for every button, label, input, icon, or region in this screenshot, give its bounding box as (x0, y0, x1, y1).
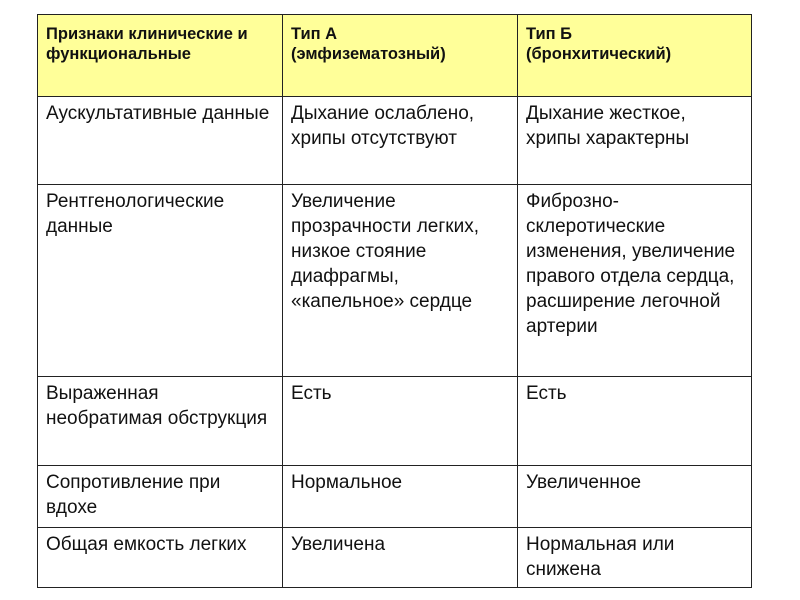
table-cell (518, 97, 752, 185)
cell-text: Дыхание жесткое, хрипы характерны (526, 103, 690, 149)
table-cell (38, 528, 283, 588)
table-cell (38, 97, 283, 185)
cell-text: Сопротивление при вдохе (46, 472, 221, 518)
table-cell (518, 528, 752, 588)
table-row-radiology (38, 185, 752, 377)
cell-text: Общая емкость легких (46, 534, 247, 555)
table-row-inhale-resistance (38, 466, 752, 528)
cell-text: Рентгенологические данные (46, 191, 225, 237)
table-cell (283, 466, 518, 528)
cell-text: Нормальная или снижена (526, 534, 675, 580)
header-features-text: Признаки клинические и функциональные (46, 25, 248, 63)
table-cell (518, 377, 752, 466)
table-cell (38, 377, 283, 466)
cell-text: Аускультативные данные (46, 103, 270, 124)
table-row-obstruction (38, 377, 752, 466)
table-cell (283, 528, 518, 588)
table-cell (283, 97, 518, 185)
table-cell (38, 185, 283, 377)
header-type-a-text: Тип А (эмфизематозный) (291, 25, 446, 63)
cell-text: Есть (526, 383, 567, 404)
cell-text: Фиброзно-склеротические изменения, увеличение правого отдела сердца, расширение легочной артерии (526, 191, 736, 337)
cell-text: Нормальное (291, 472, 403, 493)
table-header-row (38, 15, 752, 97)
table-row-auscultation (38, 97, 752, 185)
table-cell (518, 185, 752, 377)
header-cell-type-a (283, 15, 518, 97)
header-cell-type-b (518, 15, 752, 97)
header-type-b-text: Тип Б (бронхитический) (526, 25, 672, 63)
comparison-table (37, 14, 752, 588)
header-cell-features (38, 15, 283, 97)
cell-text: Есть (291, 383, 332, 404)
cell-text: Увеличение прозрачности легких, низкое стояние диафрагмы, «капельное» сердце (291, 191, 479, 312)
table-row-lung-capacity (38, 528, 752, 588)
table-cell (283, 185, 518, 377)
table-cell (518, 466, 752, 528)
cell-text: Увеличенное (526, 472, 642, 493)
table-cell (38, 466, 283, 528)
cell-text: Дыхание ослаблено, хрипы отсутствуют (291, 103, 475, 149)
cell-text: Увеличена (291, 534, 386, 555)
table-cell (283, 377, 518, 466)
cell-text: Выраженная необратимая обструкция (46, 383, 268, 429)
